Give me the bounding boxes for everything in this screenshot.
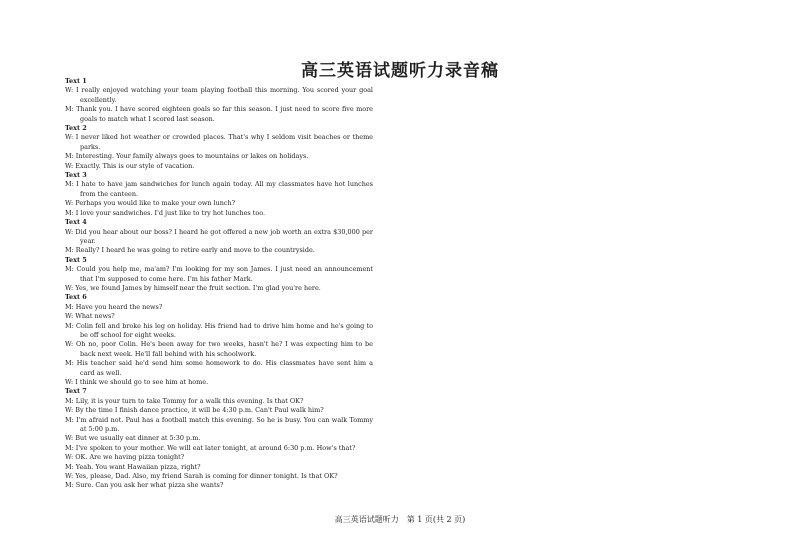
page-footer: 高三英语试题听力 第 1 页(共 2 页)	[334, 515, 466, 524]
dialogue-line: W: Yes, please, Dad. Also, my friend Sarah is coming for dinner tonight. Is that OK?	[65, 472, 338, 481]
text-heading: Text 5	[65, 255, 87, 264]
text-section	[65, 77, 373, 124]
text-heading: Text 1	[65, 77, 87, 85]
dialogue-line: W: Perhaps you would like to make your own lunch?	[65, 199, 236, 208]
dialogue-line: M: I love your sandwiches. I'd just like to try hot lunches too.	[65, 208, 266, 217]
transcript-body	[65, 77, 373, 491]
dialogue-line: M: Sure. Can you ask her what pizza she wants?	[65, 481, 224, 490]
dialogue-line: M: Really? I heard he was going to retire early and move to the countryside.	[65, 246, 315, 255]
dialogue-line: W: What news?	[65, 312, 115, 321]
dialogue-line: W: I think we should go to see him at home.	[65, 378, 209, 386]
dialogue-line: M: His teacher said he'd send him some homework to do. His classmates have sent him a card as well.	[65, 359, 373, 377]
dialogue-line: M: I hate to have jam sandwiches for lunch again today. All my classmates have hot lunches from the canteen.	[65, 180, 373, 198]
dialogue-line: M: Lily, it is your turn to take Tommy for a walk this evening. Is that OK?	[65, 396, 304, 405]
dialogue-line: W: I really enjoyed watching your team playing football this morning. You scored your goal excellently.	[65, 86, 373, 104]
text-heading: Text 6	[65, 293, 87, 302]
dialogue-line: M: I'm afraid not. Paul has a football match this evening. So he is busy. You can walk Tommy at 5:00 p.m.	[65, 415, 373, 434]
dialogue-line: M: Have you heard the news?	[65, 302, 163, 311]
dialogue-line: W: Oh no, poor Colin. He's been away for two weeks, hasn't he? I was expecting him to be back next week. He'll fall behind with his schoolwork.	[65, 340, 373, 358]
dialogue-line: W: Exactly. This is our style of vacation.	[65, 161, 195, 170]
dialogue-line: W: OK. Are we having pizza tonight?	[65, 453, 185, 462]
text-section	[65, 293, 373, 387]
text-heading: Text 4	[65, 218, 87, 227]
text-heading: Text 7	[65, 387, 87, 396]
dialogue-line: W: But we usually eat dinner at 5:30 p.m.	[65, 434, 201, 443]
text-section	[65, 387, 373, 490]
text-heading: Text 2	[65, 124, 87, 133]
dialogue-line: M: Colin fell and broke his leg on holiday. His friend had to drive him home and he's going to be off school for eight weeks.	[65, 321, 373, 339]
dialogue-line: M: Yeah. You want Hawaiian pizza, right?	[65, 462, 201, 471]
dialogue-line: M: Interesting. Your family always goes to mountains or lakes on holidays.	[65, 152, 309, 161]
dialogue-line: W: Did you hear about our boss? I heard he got offered a new job worth an extra $30,000 per year.	[65, 227, 373, 245]
dialogue-line: W: Yes, we found James by himself near the fruit section. I'm glad you're here.	[65, 283, 321, 292]
dialogue-line: M: Could you help me, ma'am? I'm looking for my son James. I just need an announcement that I'm supposed to come here. I'm his father Mark.	[65, 265, 373, 283]
dialogue-line: M: I've spoken to your mother. We will eat later tonight, at around 6:30 p.m. How's that?	[65, 443, 356, 452]
text-section	[65, 124, 373, 171]
text-section	[65, 218, 373, 256]
dialogue-line: W: I never liked hot weather or crowded places. That's why I seldom visit beaches or theme parks.	[65, 133, 373, 151]
dialogue-line: W: By the time I finish dance practice, it will be 4:30 p.m. Can't Paul walk him?	[65, 406, 324, 415]
text-section	[65, 256, 373, 294]
text-section	[65, 171, 373, 218]
text-heading: Text 3	[65, 171, 87, 180]
dialogue-line: M: Thank you. I have scored eighteen goals so far this season. I just need to score five more goals to match what I scored last season.	[65, 105, 373, 123]
page-title: 高三英语试题听力录音稿	[301, 61, 499, 81]
